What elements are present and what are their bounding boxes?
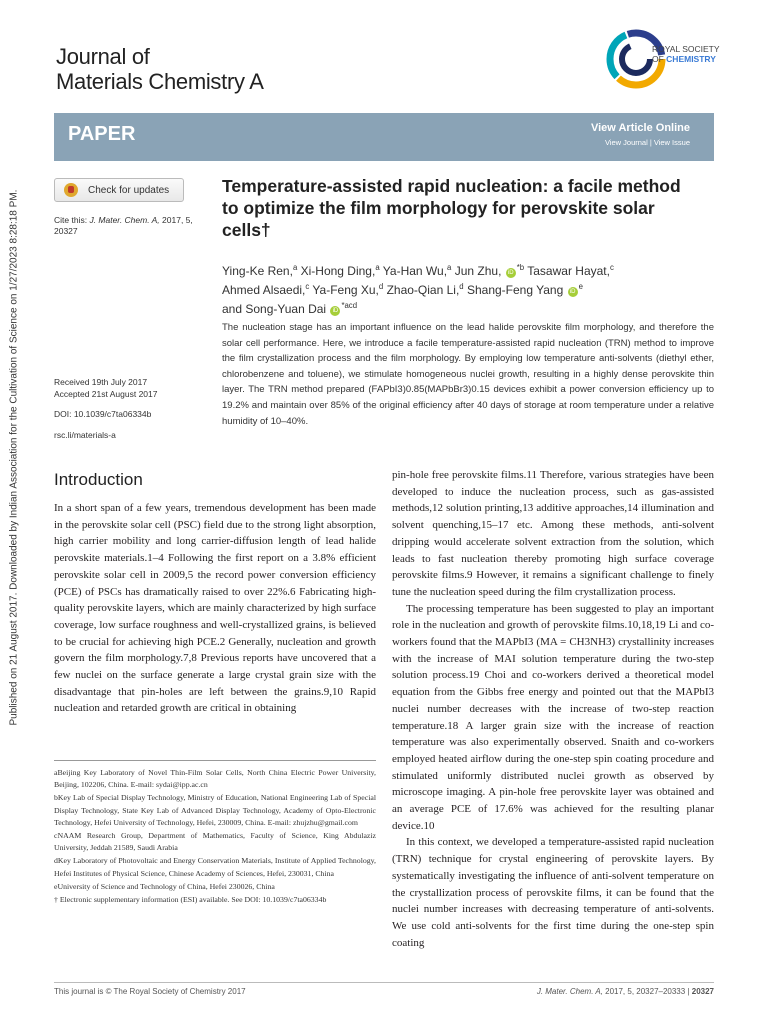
body-column-left: In a short span of a few years, tremendous development has been made in the perovskite solar cell (PSC) field due to the strong light absorption, high carrier mobility and long carrier-diffusion length of lead halide perovskite materials.1–4 Following the first report on a 3.8% efficient perovskite solar cell in 2009,5 the record power conversion efficiency (PCE) of PSCs has dramatically raised to over 22%.6 Fabricating high-quality perovskite layers, which are mainly characterized by high surface coverage, low surface roughness and well-crystallized grains, is believed to be crucial for achieving high PCE.2 Generally, nucleation and growth govern the film morphology.7,8 Previous reports have uncovered that a few nuclei on the surface generate a large crystal grain size with the disadvantage that pin-holes are left between the grains.9,10 Rapid nucleation and retarded growth are critical in obtaining — [54, 502, 376, 715]
author-list: Ying-Ke Ren,$^a$ Xi-Hong Ding,$^a$ Ya-Han Wu,$^a$ Jun Zhu, $iD^{*b}$ Tasawar Hayat,$^c$ Ahmed Alsaedi,$^c$ Ya-Feng Xu,$^d$ Zhao-Qian Li,$^d$ Shang-Feng Yang $iD^e$ and Song-Yuan Dai $iD^{*acd}$ — [222, 263, 614, 316]
accepted-date: Accepted 21st August 2017 — [54, 389, 158, 399]
cite-this: Cite this: J. Mater. Chem. A, 2017, 5, 20327 — [54, 215, 193, 236]
footer-citation: J. Mater. Chem. A, 2017, 5, 20327–20333 | 20327 — [536, 987, 714, 996]
view-journal-issue-links[interactable]: View Journal | View Issue — [604, 138, 690, 147]
journal-title[interactable] — [56, 44, 264, 94]
view-article-online-link[interactable]: View Article Online — [590, 122, 690, 134]
doi[interactable]: DOI: 10.1039/c7ta06334b — [54, 409, 152, 419]
journal-title-line2: Materials Chemistry A — [56, 69, 264, 94]
footnote: † Electronic supplementary information (ESI) available. See DOI: 10.1039/c7ta06334b — [54, 895, 327, 905]
footer-copyright: This journal is © The Royal Society of Chemistry 2017 — [54, 987, 246, 996]
affiliation-footnotes — [54, 767, 376, 907]
journal-site-link[interactable]: rsc.li/materials-a — [54, 430, 116, 440]
orcid-icon[interactable]: iD — [506, 268, 516, 278]
paragraph: In this context, we developed a temperature-assisted rapid nucleation (TRN) technique for crystal engineering of perovskite layers. By systematically investigating the influence of anti-solvent temperature on the crystallization process of perovskite films, it can be found that the nuclei number increases with decreasing temperature of anti-solvents. We use cold anti-solvents for the first time during the one-step spin coating — [392, 836, 714, 949]
orcid-icon[interactable]: iD — [568, 287, 578, 297]
section-heading-introduction: Introduction — [54, 470, 143, 489]
crossmark-icon — [64, 183, 78, 197]
journal-title-line1: Journal of — [56, 44, 150, 69]
paragraph: The processing temperature has been suggested to play an important role in the nucleation and growth of perovskite films.10,18,19 Li and co-workers found that the MAPbI3 (MA = CH3NH3) crystallinity increases with the increase of MAI solution temperature during the two-step solution process.19 Choi and co-workers derived a theoretical model equation from the Gibbs free energy and pointed out that the MAPbI3 nuclei number decreases with the increase of two-step reaction temperature.18 A larger grain size with the increase of reaction temperature was also experimentally observed. Snaith and co-workers employed heated airflow during the one-step spin coating procedure and stimulated uniformly distributed nuclei growth as observed by microscope imaging. A pin-hole free perovskite layer was obtained and an average PCE of 17.6% was achieved for the resulting planar device.10 — [392, 602, 714, 832]
page-number: 20327 — [691, 987, 714, 996]
footnote: eUniversity of Science and Technology of China, Hefei 230026, China — [54, 881, 275, 891]
footnote: cNAAM Research Group, Department of Mathematics, Faculty of Science, King Abdulaziz University, Jeddah 21589, Saudi Arabia — [54, 831, 376, 853]
abstract: The nucleation stage has an important influence on the lead halide perovskite film morphology, and therefore the solar cell performance. Here, we introduce a facile temperature-assisted rapid nucleation (TRN) method to improve the film crystallization process and the film morphology. By employing low temperature anti-solvents (diethyl ether, chlorobenzene and toluene), we stimulate homogeneous nuclei growth, resulting in a highly dense perovskite thin layer. The TRN method prepared (FAPbI3)0.85(MAPbBr3)0.15 devices exhibit a power conversion efficiency up to 19.2% and maintain over 85% of the original efficiency after 40 days of storage at room temperature under a relative humidity of 10–40%. — [222, 322, 714, 427]
article-title: Temperature-assisted rapid nucleation: a facile method to optimize the film morphology for perovskite solar cells† — [222, 176, 681, 240]
footnote: bKey Lab of Special Display Technology, Ministry of Education, National Engineering Lab of Special Display Technology, State Key Lab of Advanced Display Technology, Academy of Opto-Electronic Technology, Hefei University of Technology, Hefei, 230009, China. E-mail: zhujzhu@gmail.com — [54, 793, 376, 827]
footnote: aBeijing Key Laboratory of Novel Thin-Film Solar Cells, North China Electric Power University, Beijing, 102206, China. E-mail: sydai@ipp.ac.cn — [54, 768, 376, 790]
check-for-updates-button[interactable] — [54, 178, 184, 202]
check-for-updates-label: Check for updates — [88, 184, 170, 196]
rsc-logo-text: ROYAL SOCIETY OF CHEMISTRY — [652, 44, 720, 64]
publication-side-strip: Published on 21 August 2017. Downloaded by Indian Association for the Cultivation of Science on 1/27/2023 8:28:18 PM. — [8, 189, 20, 726]
orcid-icon[interactable]: iD — [330, 306, 340, 316]
paper-type-label: PAPER — [68, 123, 136, 145]
paper-banner — [54, 113, 714, 161]
footer-divider — [54, 982, 714, 983]
received-date: Received 19th July 2017 — [54, 377, 148, 387]
paragraph: pin-hole free perovskite films.11 Therefore, various strategies have been developed to induce the nucleation process, such as gas-assisted methods,12 solution printing,13 additive approaches,14 illumination and solvent quenching,15–17 etc. Among these methods, anti-solvent dripping would accelerate solvent extraction from the solution, which leads to fast nucleation thereby promoting high surface coverage perovskite films.9 However, it remains a significant challenge to finely tune the nucleation speed during the film crystallization process. — [392, 469, 714, 598]
footnote: dKey Laboratory of Photovoltaic and Energy Conservation Materials, Institute of Applied Technology, Hefei Institutes of Physical Science, Chinese Academy of Sciences, Hefei, 230031, China — [54, 856, 376, 878]
body-column-right — [392, 467, 714, 951]
footnote-divider — [54, 760, 376, 761]
